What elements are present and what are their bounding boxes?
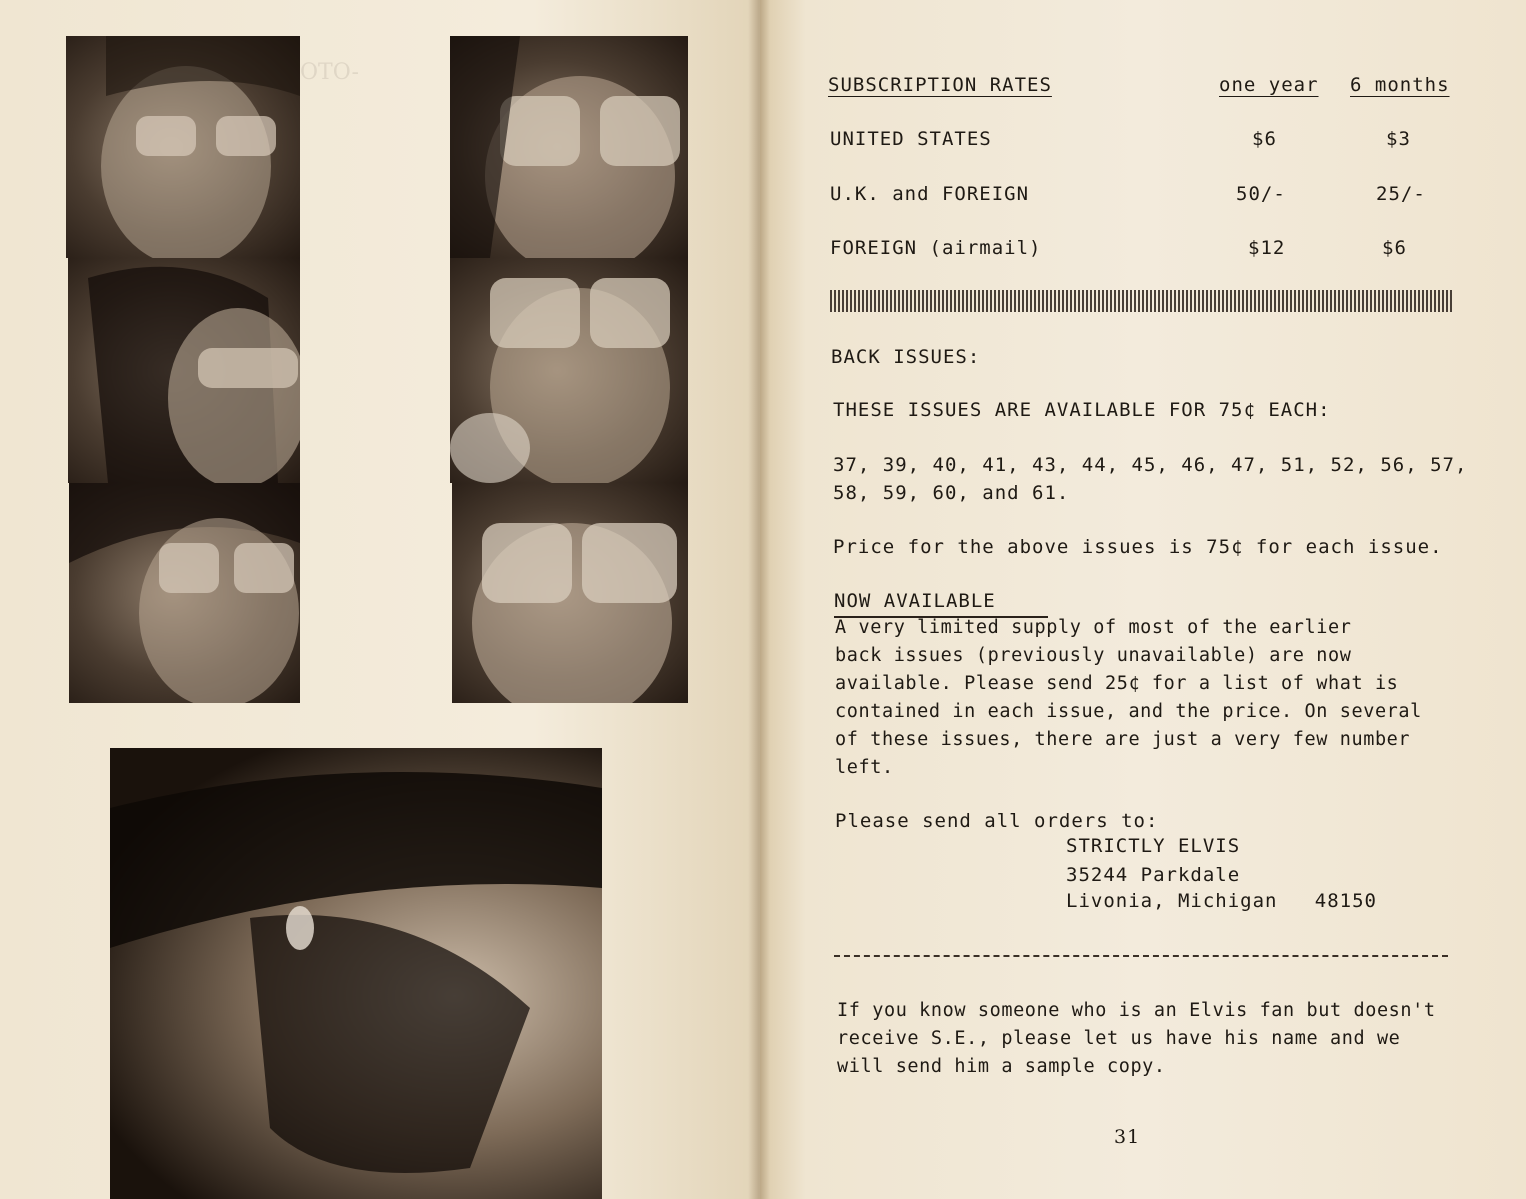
row-six-months: $6 — [1382, 237, 1407, 259]
page-number: 31 — [1114, 1126, 1141, 1148]
now-available-heading: NOW AVAILABLE — [834, 590, 996, 612]
row-six-months: $3 — [1386, 128, 1411, 150]
orders-city: Livonia, Michigan 48150 — [1066, 890, 1377, 912]
issues-list-line2: 58, 59, 60, and 61. — [833, 482, 1070, 504]
photo-portrait-2 — [68, 258, 300, 483]
photo-portrait-1 — [66, 36, 300, 258]
row-six-months: 25/- — [1376, 183, 1426, 205]
referral-text: If you know someone who is an Elvis fan but doesn't receive S.E., please let us have his name and we will send him a sample copy. — [837, 1000, 1436, 1077]
orders-name: STRICTLY ELVIS — [1066, 835, 1241, 857]
row-one-year: $12 — [1248, 237, 1286, 259]
photo-portrait-3 — [69, 483, 300, 703]
photo-portrait-5 — [450, 258, 688, 483]
now-available-body: A very limited supply of most of the earlier back issues (previously unavailable) are now available. Please send 25¢ for a list of what is contained in each issue, and the price. On several of these issues, there are just a very few number left. — [835, 617, 1422, 778]
orders-intro: Please send all orders to: — [835, 810, 1159, 832]
decorative-divider — [830, 290, 1452, 312]
row-region: FOREIGN (airmail) — [830, 237, 1042, 259]
row-region: UNITED STATES — [830, 128, 992, 150]
availability-text: THESE ISSUES ARE AVAILABLE FOR 75¢ EACH: — [833, 399, 1331, 421]
photo-closeup — [110, 748, 602, 1199]
dashed-separator — [834, 955, 1448, 957]
col-six-months: 6 months — [1350, 74, 1450, 96]
back-issues-heading: BACK ISSUES: — [831, 346, 981, 368]
col-one-year: one year — [1219, 74, 1319, 96]
price-text: Price for the above issues is 75¢ for each issue. — [833, 536, 1443, 558]
row-region: U.K. and FOREIGN — [830, 183, 1030, 205]
book-gutter — [748, 0, 770, 1199]
row-one-year: $6 — [1252, 128, 1277, 150]
subscription-header: SUBSCRIPTION RATES — [828, 74, 1052, 96]
photo-portrait-6 — [452, 483, 688, 703]
photo-portrait-4 — [450, 36, 688, 258]
row-one-year: 50/- — [1236, 183, 1286, 205]
issues-list-line1: 37, 39, 40, 41, 43, 44, 45, 46, 47, 51, 52, 56, 57, — [833, 454, 1468, 476]
orders-street: 35244 Parkdale — [1066, 864, 1241, 886]
bleed-through-text: OTO- — [300, 60, 359, 85]
